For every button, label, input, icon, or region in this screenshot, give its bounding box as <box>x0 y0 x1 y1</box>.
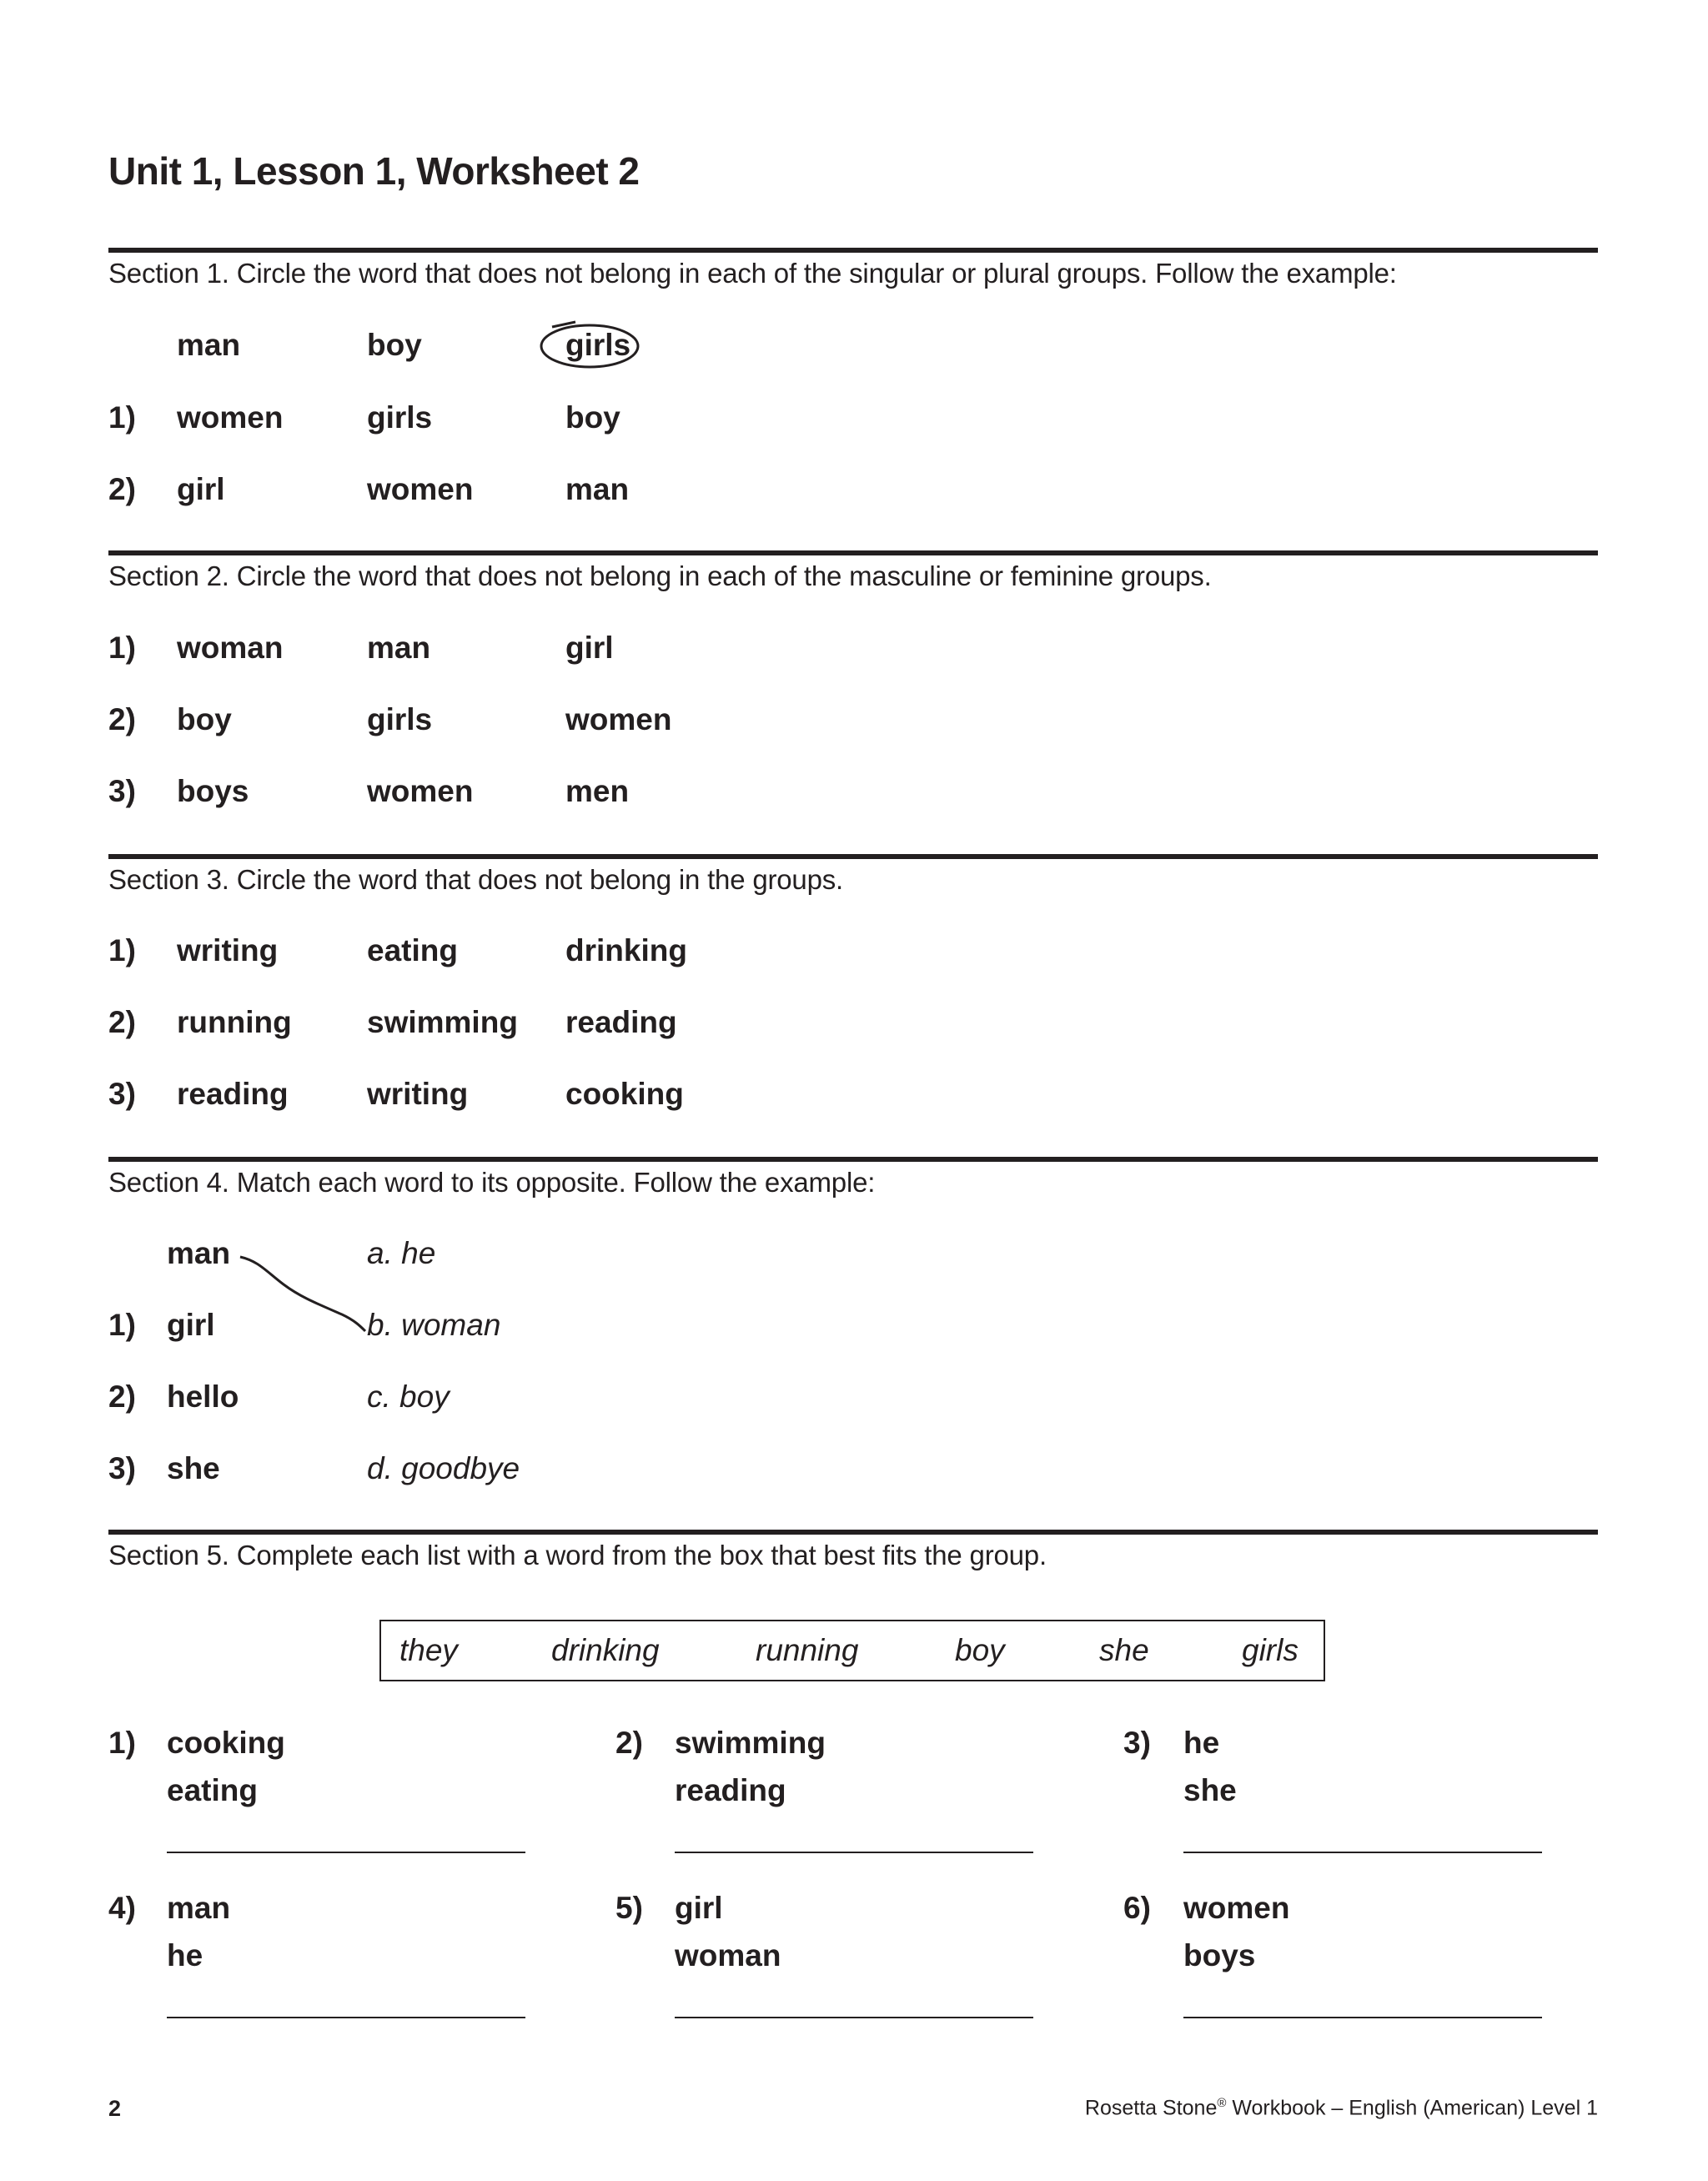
example-circle-tail <box>552 322 575 327</box>
section-divider <box>108 1530 1598 1535</box>
word-bank-word: running <box>756 1633 859 1667</box>
match-option[interactable]: d. goodbye <box>367 1451 520 1485</box>
registered-mark: ® <box>1217 2096 1227 2110</box>
group-word[interactable]: boy <box>565 400 620 435</box>
match-option[interactable]: b. woman <box>367 1308 501 1342</box>
item-number: 5) <box>615 1891 643 1925</box>
answer-blank[interactable] <box>1183 1852 1542 1853</box>
group-word[interactable]: girls <box>367 400 433 435</box>
group-word[interactable]: running <box>177 1005 292 1039</box>
match-word[interactable]: she <box>167 1451 220 1485</box>
answer-blank[interactable] <box>167 2017 525 2018</box>
section-divider <box>108 854 1598 859</box>
group-word[interactable]: woman <box>177 631 284 665</box>
item-number: 2) <box>615 1726 643 1760</box>
answer-blank[interactable] <box>167 1852 525 1853</box>
group-word[interactable]: women <box>177 400 284 435</box>
list-word: he <box>167 1938 203 1972</box>
item-number: 1) <box>108 631 136 665</box>
list-word: boys <box>1183 1938 1256 1972</box>
group-word[interactable]: cooking <box>565 1077 684 1111</box>
list-word: reading <box>675 1773 786 1807</box>
group-word[interactable]: swimming <box>367 1005 518 1039</box>
list-word: woman <box>675 1938 781 1972</box>
word-bank-word: she <box>1099 1633 1149 1667</box>
item-number: 2) <box>108 472 136 506</box>
list-word: cooking <box>167 1726 285 1760</box>
item-number: 1) <box>108 400 136 435</box>
group-word[interactable]: man <box>367 631 431 665</box>
match-word[interactable]: girl <box>167 1308 215 1342</box>
list-word: swimming <box>675 1726 826 1760</box>
match-word[interactable]: hello <box>167 1379 239 1414</box>
section-5-instruction: Section 5. Complete each list with a word from the box that best fits the group. <box>108 1540 1047 1570</box>
item-number: 2) <box>108 1379 136 1414</box>
word-bank-word: girls <box>1242 1633 1299 1667</box>
group-word[interactable]: women <box>565 702 672 736</box>
group-word[interactable]: men <box>565 774 630 808</box>
page-number: 2 <box>108 2096 122 2121</box>
item-number: 1) <box>108 933 136 967</box>
item-number: 3) <box>108 774 136 808</box>
section-divider <box>108 1157 1598 1162</box>
item-number: 3) <box>108 1451 136 1485</box>
item-number: 3) <box>108 1077 136 1111</box>
group-word[interactable]: reading <box>565 1005 677 1039</box>
word-bank-word: they <box>399 1633 458 1667</box>
section-2-instruction: Section 2. Circle the word that does not belong in each of the masculine or feminine groups. <box>108 560 1212 591</box>
section-divider <box>108 248 1598 253</box>
answer-blank[interactable] <box>675 1852 1033 1853</box>
list-word: he <box>1183 1726 1220 1760</box>
section-4-instruction: Section 4. Match each word to its opposite. Follow the example: <box>108 1167 876 1198</box>
word-bank-box <box>379 1620 1325 1681</box>
footer-credit <box>1085 2096 1598 2120</box>
group-word[interactable]: boy <box>177 702 232 736</box>
group-word[interactable]: boys <box>177 774 249 808</box>
group-word[interactable]: eating <box>367 933 458 967</box>
example-word: man <box>177 328 241 362</box>
answer-blank[interactable] <box>675 2017 1033 2018</box>
word-bank-word: drinking <box>551 1633 660 1667</box>
match-option[interactable]: a. he <box>367 1236 436 1270</box>
example-match-line <box>240 1257 365 1331</box>
example-word-circled: girls <box>565 328 631 362</box>
group-word[interactable]: girl <box>177 472 225 506</box>
item-number: 2) <box>108 702 136 736</box>
item-number: 1) <box>108 1308 136 1342</box>
example-word: man <box>167 1236 231 1270</box>
group-word[interactable]: women <box>367 472 474 506</box>
footer-rest: Workbook – English (American) Level 1 <box>1226 2096 1598 2120</box>
item-number: 3) <box>1123 1726 1151 1760</box>
item-number: 1) <box>108 1726 136 1760</box>
answer-blank[interactable] <box>1183 2017 1542 2018</box>
group-word[interactable]: reading <box>177 1077 289 1111</box>
group-word[interactable]: man <box>565 472 630 506</box>
page-title: Unit 1, Lesson 1, Worksheet 2 <box>108 149 640 193</box>
section-1-instruction: Section 1. Circle the word that does not belong in each of the singular or plural groups. Follow the example: <box>108 258 1397 289</box>
group-word[interactable]: drinking <box>565 933 687 967</box>
list-word: girl <box>675 1891 723 1925</box>
group-word[interactable]: writing <box>177 933 279 967</box>
group-word[interactable]: girl <box>565 631 614 665</box>
list-word: eating <box>167 1773 258 1807</box>
list-word: she <box>1183 1773 1237 1807</box>
example-word: boy <box>367 328 422 362</box>
section-divider <box>108 550 1598 555</box>
item-number: 2) <box>108 1005 136 1039</box>
word-bank-word: boy <box>955 1633 1005 1667</box>
list-word: women <box>1183 1891 1290 1925</box>
group-word[interactable]: girls <box>367 702 433 736</box>
group-word[interactable]: women <box>367 774 474 808</box>
item-number: 6) <box>1123 1891 1151 1925</box>
match-option[interactable]: c. boy <box>367 1379 450 1414</box>
item-number: 4) <box>108 1891 136 1925</box>
list-word: man <box>167 1891 231 1925</box>
footer-brand: Rosetta Stone <box>1084 2096 1218 2120</box>
group-word[interactable]: writing <box>367 1077 469 1111</box>
section-3-instruction: Section 3. Circle the word that does not belong in the groups. <box>108 864 843 895</box>
